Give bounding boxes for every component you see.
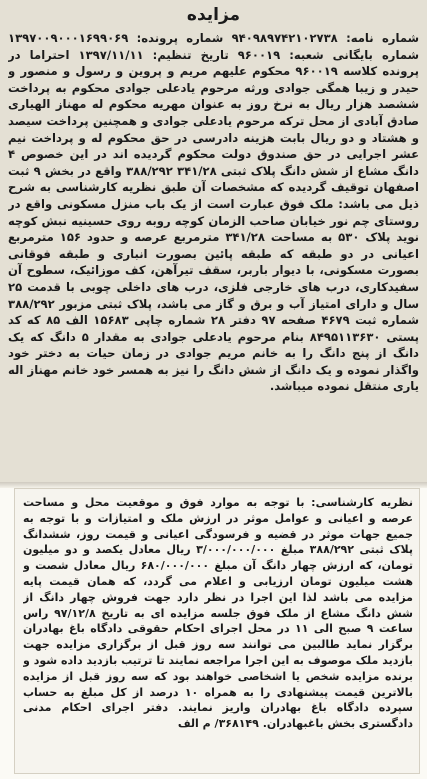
notice-upper-body [8,30,419,480]
notice-title: مزایده [186,5,241,25]
upper-paragraph: شماره نامه: ۹۴۰۹۸۹۷۴۲۱۰۲۷۳۸ شماره پرونده: ۱۳۹۷۰۰۹۰۰۰۱۶۹۹۰۶۹ شماره بایگانی شعبه: ۹۶۰۰۱۹ تاریخ تنظیم: ۱۳۹۷/۱۱/۱۱ احتراما در پرونده کلاسه ۹۶۰۰۱۹ محکوم علیهم مریم و پروین و رسول و منصور و حیدر و زیبا همگی جوادی ورثه مرحوم یادعلی جوادی محکوم به پرداخت ششصد هزار ریال به نرخ روز به عنوان مهریه محکوم له مهناز الهیاری صادق آبادی از محل ترکه مرحوم یادعلی جوادی و همچنین پرداخت سیصد و هشتاد و دو ریال بابت هزینه دادرسی در حق محکوم له و پرداخت نیم عشر اجرایی در حق صندوق دولت محکوم گردیده اند در این خصوص ۴ دانگ مشاع از شش دانگ پلاک ثبتی ۳۴۱/۲۸ ۳۸۸/۲۹۲ واقع در بخش ۹ ثبت اصفهان توقیف گردیده که مشخصات آن طبق نظریه کارشناسی به شرح ذیل می باشد: ملک فوق عبارت است از یک باب منزل مسکونی واقع در روستای چم نور خیابان صاحب الزمان کوچه روبه روی حسینیه نبش کوچه نوید پلاک ۵۳۰ به مساحت ۳۴۱/۲۸ مترمربع عرصه و حدود ۱۵۶ مترمربع اعیانی در دو طبقه که طبقه پائین بصورت انباری و طبقه فوقانی بصورت مسکونی، با دیوار باربر، سقف تیرآهن، کف موزائیک، سطوح آن سفیدکاری، درب های خارجی فلزی، درب های داخلی چوبی با قدمت ۲۵ سال و دارای امتیاز آب و برق و گاز می باشد، پلاک ثبتی مزبور ۳۸۸/۲۹۲ شماره ثبت ۴۶۷۹ صفحه ۹۷ دفتر ۲۸ شماره چاپی ۱۵۶۸۳ الف ۸۵ که کد پستی ۸۴۹۵۱۱۳۶۳۰ بنام مرحوم یادعلی جوادی به مقدار ۵ دانگ که یک دانگ از پنج دانگ را به خانم مریم جوادی در زمان حیات به دختر خود واگذار نموده و یک دانگ از شش دانگ را نیز به همسر خود خانم مهناز اله یاری منتقل نموده میباشد. [8,31,419,394]
notice-lower-body [23,495,413,767]
lower-paragraph: نظریه کارشناسی: با توجه به موارد فوق و موقعیت محل و مساحت عرصه و اعیانی و عوامل موثر در ارزش ملک و امتیازات و با توجه به جمیع جهات موثر در قضیه و فرسودگی اعیانی و قیمت روز، ششدانگ پلاک ثبتی ۳۸۸/۲۹۲ مبلغ ۳/۰۰۰/۰۰۰/۰۰۰ ریال معادل یکصد و دو میلیون تومان، که ارزش چهار دانگ آن مبلغ ۶۸۰/۰۰۰/۰۰۰ ریال معادل شصت و هشت میلیون تومان ارزیابی و اعلام می گردد، که همان قیمت پایه مزایده می باشد لذا این اجرا در نظر دارد جهت فروش چهار دانگ از شش دانگ مشاع از ملک فوق جلسه مزایده ای به تاریخ ۹۷/۱۲/۸ راس ساعت ۹ صبح الی ۱۱ در محل اجرای احکام حقوقی دادگاه باغ بهادران برگزار نماید طالبین می توانند سه روز قبل از برگزاری مزایده جهت بازدید ملک موصوف به این اجرا مراجعه نمایند تا ترتیب بازدید داده شود و برنده مزایده شخص یا اشخاصی خواهند بود که سه روز قبل از مزایده بالاترین قیمت پیشنهادی را به همراه ۱۰ درصد از کل مبلغ به حساب سپرده دادگاه باغ بهادران واریز نمایند. دفتر اجرای احکام مدنی دادگستری بخش باغبهادران. ۳۶۸۱۴۹/ م الف [23,496,413,731]
notice-lower-section [14,488,420,774]
